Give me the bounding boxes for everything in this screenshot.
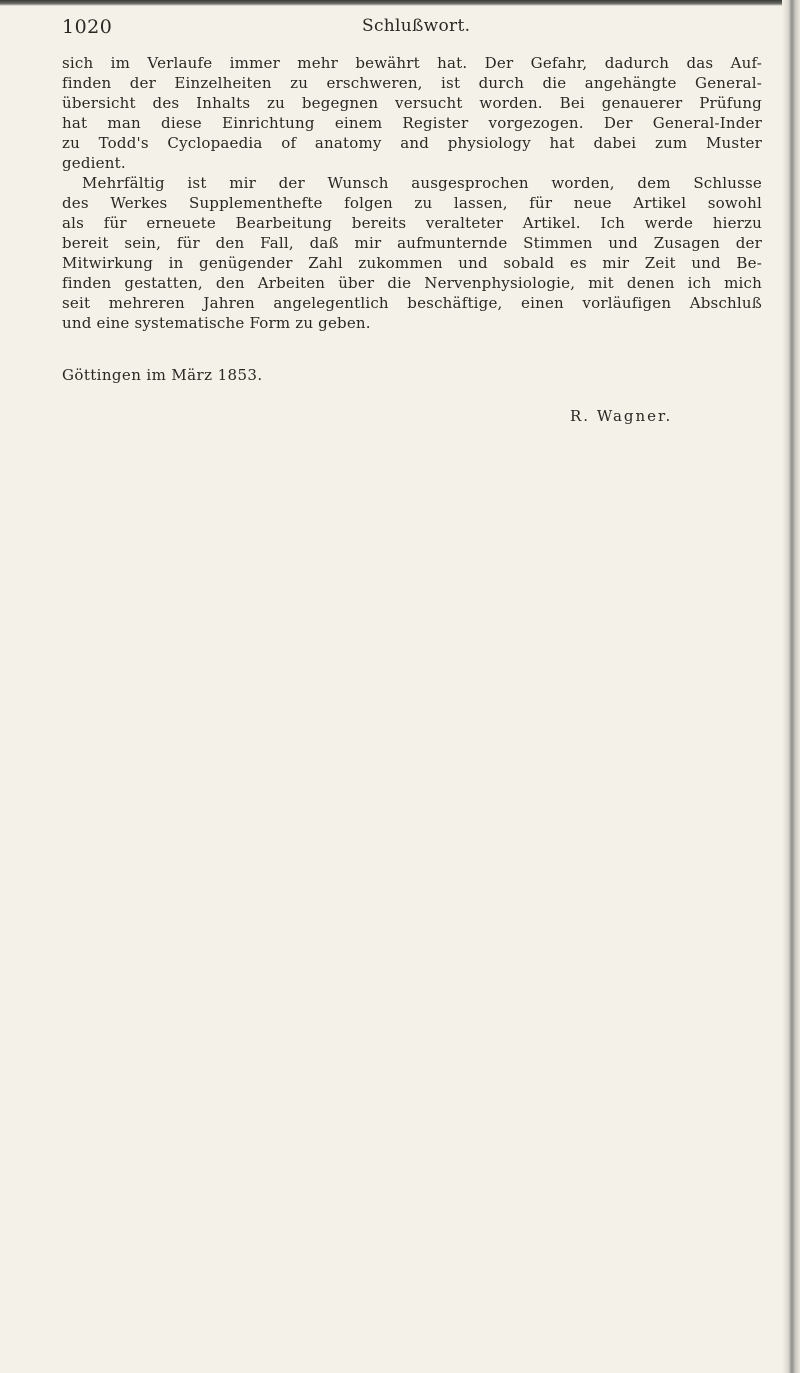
text-line: seit mehreren Jahren angelegentlich beschäftige, einen vorläufigen Abschluß bbox=[62, 294, 762, 312]
text-line: hat man diese Einrichtung einem Register vorgezogen. Der General-Inder bbox=[62, 114, 762, 132]
signature: R. Wagner. bbox=[570, 407, 673, 425]
text-line: Mehrfältig ist mir der Wunsch ausgesprochen worden, dem Schlusse bbox=[82, 174, 762, 192]
page-header bbox=[62, 16, 762, 46]
text-line: sich im Verlaufe immer mehr bewährt hat. Der Gefahr, dadurch das Auf- bbox=[62, 54, 762, 72]
text-line: finden gestatten, den Arbeiten über die Nervenphysiologie, mit denen ich mich bbox=[62, 274, 762, 292]
text-line: des Werkes Supplementhefte folgen zu lassen, für neue Artikel sowohl bbox=[62, 194, 762, 212]
page-top-edge bbox=[0, 0, 800, 6]
text-line: und eine systematische Form zu geben. bbox=[62, 314, 371, 332]
body-text bbox=[62, 53, 762, 333]
book-spine-edge bbox=[782, 0, 800, 1373]
text-line: finden der Einzelheiten zu erschweren, ist durch die angehängte General- bbox=[62, 74, 762, 92]
running-head: Schlußwort. bbox=[362, 16, 471, 36]
text-line: Mitwirkung in genügender Zahl zukommen und sobald es mir Zeit und Be- bbox=[62, 254, 762, 272]
dateline: Göttingen im März 1853. bbox=[62, 366, 263, 384]
text-line: bereit sein, für den Fall, daß mir aufmunternde Stimmen und Zusagen der bbox=[62, 234, 762, 252]
text-line: gedient. bbox=[62, 154, 126, 172]
page-number: 1020 bbox=[62, 16, 113, 38]
text-line: als für erneuete Bearbeitung bereits veralteter Artikel. Ich werde hierzu bbox=[62, 214, 762, 232]
text-line: zu Todd's Cyclopaedia of anatomy and physiology hat dabei zum Muster bbox=[62, 134, 762, 152]
text-line: übersicht des Inhalts zu begegnen versucht worden. Bei genauerer Prüfung bbox=[62, 94, 762, 112]
